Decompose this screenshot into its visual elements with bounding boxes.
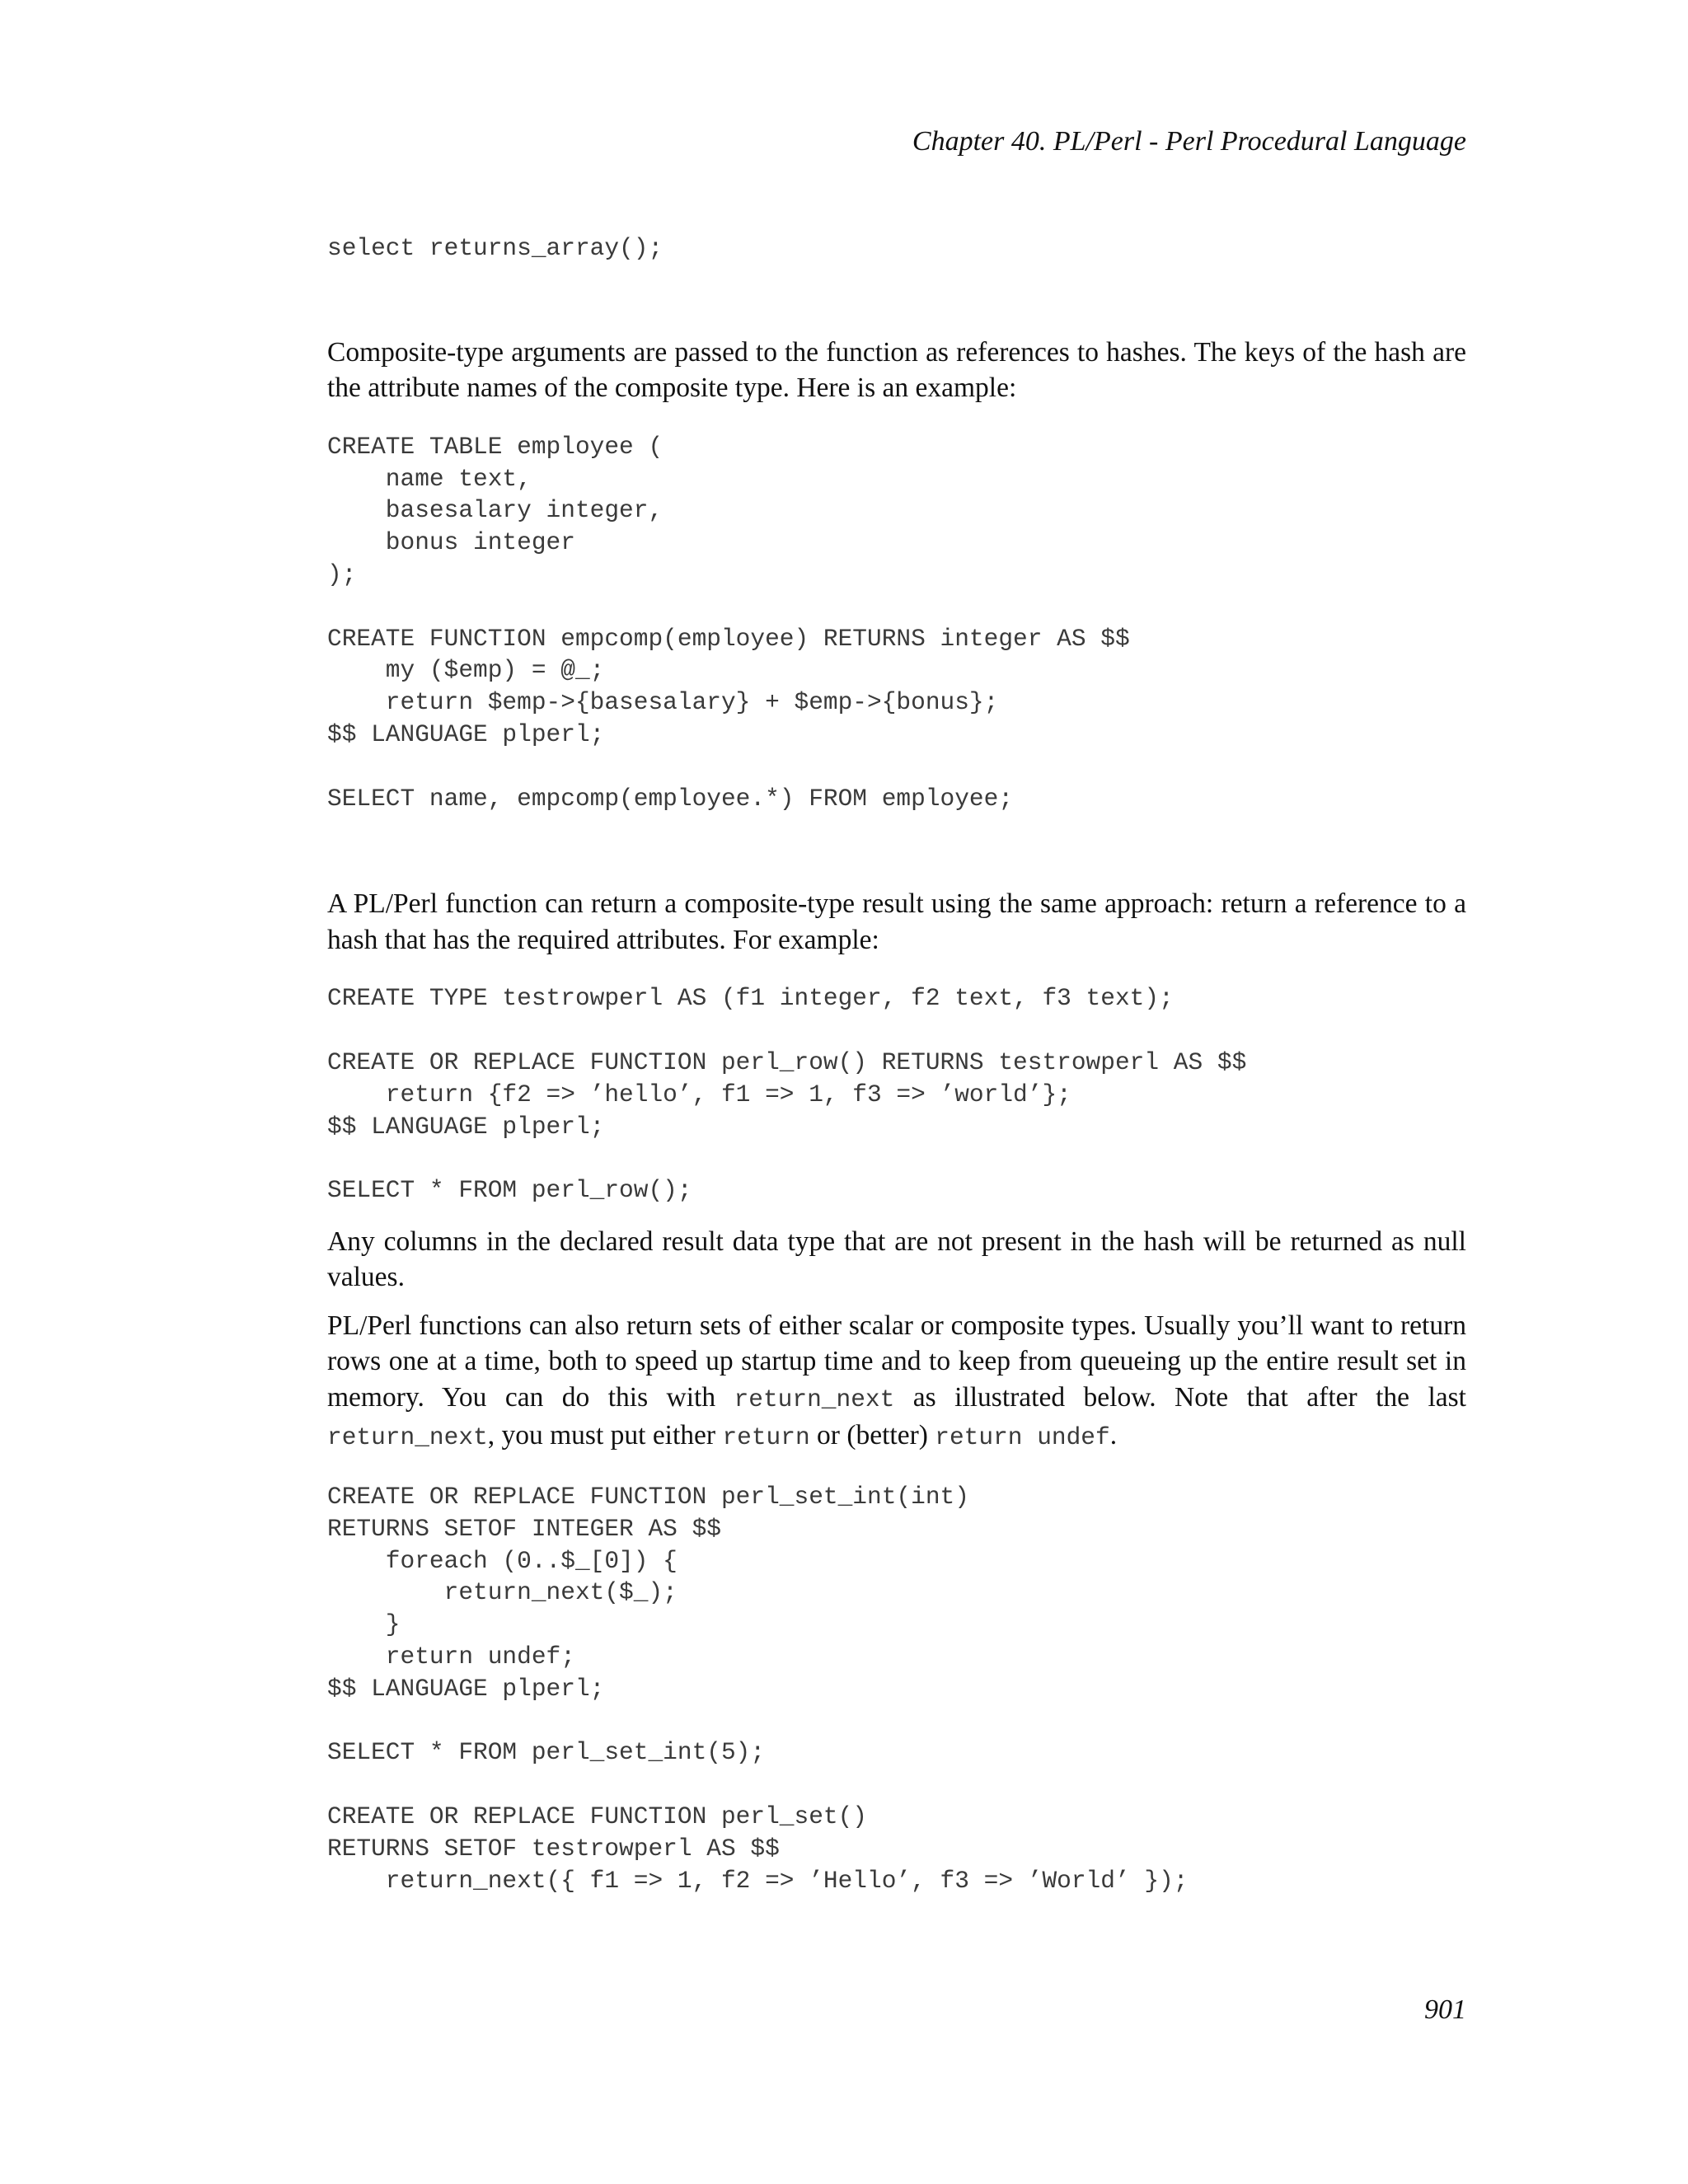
sets-text-1: PL/Perl functions can also return sets of either scalar or composite types. Usually you’ll want to return rows one at a time, both to speed up startup time and to keep from queueing up the entire result set in memory. You can do this with [327, 1310, 1466, 1413]
paragraph-null-columns: Any columns in the declared result data type that are not present in the hash will be returned as null values. [327, 1226, 1466, 1293]
inline-code-return-next: return_next [734, 1385, 895, 1413]
page-number: 901 [1424, 1994, 1466, 2025]
paragraph-composite-arguments: Composite-type arguments are passed to the function as references to hashes. The keys of the hash are the attribute names of the composite type. Here is an example: [327, 336, 1466, 404]
page-content [327, 232, 1466, 1896]
paragraph-returning-sets [327, 1308, 1466, 1456]
inline-code-return-undef: return undef [935, 1423, 1110, 1452]
code-block-returns-array: select returns_array(); [327, 234, 663, 262]
inline-code-return-next-2: return_next [327, 1423, 488, 1452]
code-block-perl-set: CREATE OR REPLACE FUNCTION perl_set_int(int) RETURNS SETOF INTEGER AS $$ foreach (0..$_[0]) { return_next($_); } return undef; $$ LANGUAGE plperl; SELECT * FROM perl_set_int(5); CREATE OR REPLACE FUNCTION perl_set() RETURNS SETOF testrowperl AS $$ return_next({ f1 => 1, f2 => ’Hello’, f3 => ’World’ }); [327, 1482, 1189, 1895]
sets-text-5: . [1109, 1420, 1118, 1451]
chapter-header: Chapter 40. PL/Perl - Perl Procedural Language [912, 126, 1466, 157]
sets-text-4: or (better) [809, 1420, 935, 1451]
inline-code-return: return [722, 1423, 810, 1452]
sets-text-3: , you must put either [487, 1420, 723, 1451]
code-block-perl-row: CREATE TYPE testrowperl AS (f1 integer, f2 text, f3 text); CREATE OR REPLACE FUNCTION perl_row() RETURNS testrowperl AS $$ return {f2 => ’hello’, f1 => 1, f3 => ’world’}; $$ LANGUAGE plperl; SELECT * FROM perl_row(); [327, 984, 1247, 1205]
code-block-employee: CREATE TABLE employee ( name text, basesalary integer, bonus integer ); CREATE FUNCTION empcomp(employee) RETURNS integer AS $$ my ($emp) = @_; return $emp->{basesalary} + $emp->{bonus}; $$ LANGUAGE plperl; SELECT name, empcomp(employee.*) FROM employee; [327, 432, 1130, 813]
paragraph-composite-result: A PL/Perl function can return a composite-type result using the same approach: return a reference to a hash that has the required attributes. For example: [327, 888, 1466, 955]
sets-text-2: as illustrated below. Note that after the last [894, 1381, 1466, 1413]
